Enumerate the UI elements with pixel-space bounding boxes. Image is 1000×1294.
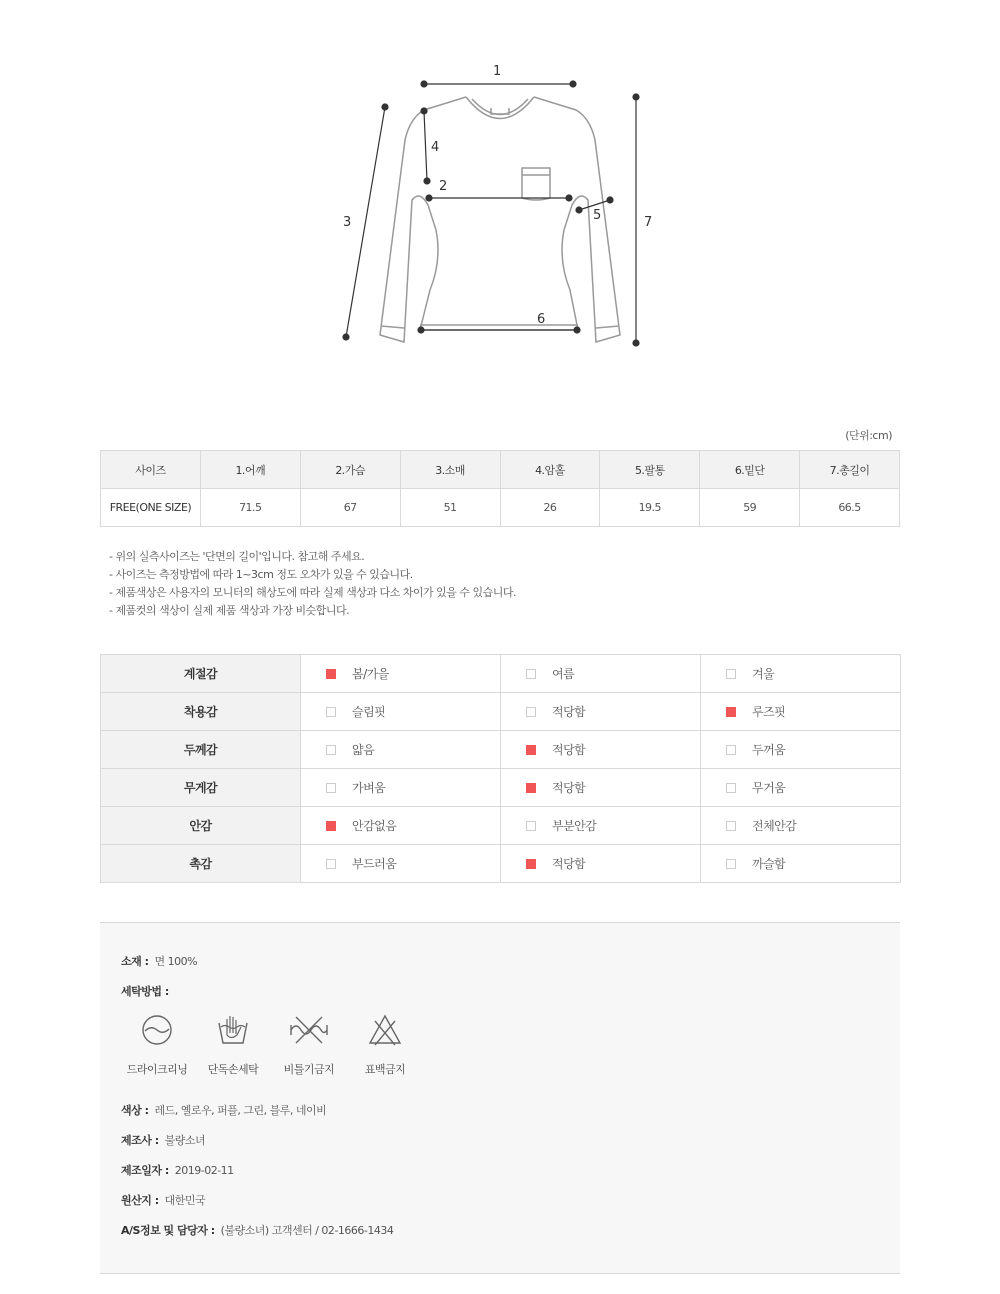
feel-option-label: 안감없음 <box>352 819 397 833</box>
wash-item-hand-wash <box>193 1013 273 1077</box>
checked-box-icon <box>526 859 536 869</box>
header-size: 사이즈 <box>101 451 201 489</box>
unchecked-box-icon <box>726 745 736 755</box>
maker-row <box>121 1132 205 1148</box>
size-table <box>100 450 900 527</box>
unchecked-box-icon <box>326 783 336 793</box>
material-row <box>121 953 197 969</box>
header-hem: 6.밑단 <box>700 451 800 489</box>
feel-option-label: 여름 <box>552 667 575 681</box>
checked-box-icon <box>326 821 336 831</box>
measurement-diagram <box>0 0 1000 400</box>
unchecked-box-icon <box>326 745 336 755</box>
feel-option-label: 적당함 <box>552 857 586 871</box>
table-row <box>101 807 901 845</box>
unchecked-box-icon <box>526 707 536 717</box>
feel-option-label: 얇음 <box>352 743 375 757</box>
as-value: (불량소녀) 고객센터 / 02-1666-1434 <box>220 1224 394 1237</box>
feel-option <box>501 807 701 845</box>
feel-option-label: 까슬함 <box>752 857 786 871</box>
feel-option-label: 두꺼움 <box>752 743 786 757</box>
feel-category-label: 착용감 <box>101 693 301 731</box>
label-total-length: 7 <box>644 215 652 230</box>
no-bleach-icon <box>367 1013 403 1047</box>
feel-option <box>701 769 901 807</box>
header-shoulder: 1.어깨 <box>200 451 300 489</box>
checked-box-icon <box>726 707 736 717</box>
wash-item-dry-clean <box>117 1013 197 1077</box>
fit-feel-table <box>100 654 901 883</box>
wash-label-hand-wash: 단독손세탁 <box>207 1063 259 1076</box>
header-armhole: 4.암홀 <box>500 451 600 489</box>
date-row <box>121 1162 234 1178</box>
note-line: - 위의 실측사이즈는 '단면의 길이'입니다. 참고해 주세요. <box>109 550 365 563</box>
garment-illustration <box>0 0 1000 400</box>
label-sleeve: 3 <box>343 215 351 230</box>
wash-label-no-wring: 비틀기금지 <box>283 1063 335 1076</box>
unchecked-box-icon <box>326 859 336 869</box>
feel-option <box>501 769 701 807</box>
table-row <box>101 489 900 527</box>
unchecked-box-icon <box>726 859 736 869</box>
feel-option <box>701 693 901 731</box>
table-row <box>101 845 901 883</box>
wash-label-dry-clean: 드라이크리닝 <box>126 1063 188 1076</box>
size-cell: 66.5 <box>800 489 900 527</box>
wash-label: 세탁방법 : <box>121 985 169 998</box>
size-cell: FREE(ONE SIZE) <box>101 489 201 527</box>
color-row <box>121 1102 326 1118</box>
table-row <box>101 655 901 693</box>
feel-option <box>301 655 501 693</box>
feel-option <box>501 845 701 883</box>
header-arm-width: 5.팔통 <box>600 451 700 489</box>
label-chest: 2 <box>439 179 447 194</box>
material-label: 소재 : <box>121 955 149 968</box>
feel-option-label: 슬림핏 <box>352 705 386 719</box>
date-label: 제조일자 : <box>121 1164 169 1177</box>
unchecked-box-icon <box>326 707 336 717</box>
product-info-panel <box>100 922 900 1274</box>
feel-option <box>301 769 501 807</box>
as-row <box>121 1222 393 1238</box>
feel-category-label: 무게감 <box>101 769 301 807</box>
feel-option-label: 무거움 <box>752 781 786 795</box>
feel-category-label: 안감 <box>101 807 301 845</box>
unchecked-box-icon <box>726 669 736 679</box>
dry-clean-icon <box>139 1013 175 1047</box>
feel-option <box>301 693 501 731</box>
feel-option-label: 가벼움 <box>352 781 386 795</box>
origin-label: 원산지 : <box>121 1194 159 1207</box>
feel-option <box>501 655 701 693</box>
label-arm-width: 5 <box>593 208 601 223</box>
note-line: - 제품색상은 사용자의 모니터의 해상도에 따라 실제 색상과 다소 차이가 있을 수 있습니다. <box>109 586 516 599</box>
origin-row <box>121 1192 205 1208</box>
feel-option <box>701 845 901 883</box>
size-cell: 26 <box>500 489 600 527</box>
unchecked-box-icon <box>526 669 536 679</box>
label-armhole: 4 <box>431 140 439 155</box>
feel-option-label: 적당함 <box>552 743 586 757</box>
maker-label: 제조사 : <box>121 1134 159 1147</box>
wash-row <box>121 983 175 999</box>
label-shoulder: 1 <box>493 64 501 79</box>
note-line: - 제품컷의 색상이 실제 제품 색상과 가장 비슷합니다. <box>109 604 350 617</box>
checked-box-icon <box>526 745 536 755</box>
as-label: A/S정보 및 담당자 : <box>121 1224 215 1237</box>
wash-label-no-bleach: 표백금지 <box>364 1063 406 1076</box>
size-cell: 59 <box>700 489 800 527</box>
feel-option-label: 부드러움 <box>352 857 397 871</box>
maker-value: 불량소녀 <box>164 1134 206 1147</box>
feel-category-label: 계절감 <box>101 655 301 693</box>
label-hem: 6 <box>537 312 545 327</box>
unit-label: (단위:cm) <box>845 429 892 442</box>
unchecked-box-icon <box>726 821 736 831</box>
size-notes <box>109 548 516 620</box>
checked-box-icon <box>326 669 336 679</box>
feel-option <box>701 731 901 769</box>
feel-option-label: 겨울 <box>752 667 775 681</box>
feel-option-label: 적당함 <box>552 781 586 795</box>
checked-box-icon <box>526 783 536 793</box>
feel-option-label: 부분안감 <box>552 819 597 833</box>
feel-option-label: 루즈핏 <box>752 705 786 719</box>
header-total-length: 7.총길이 <box>800 451 900 489</box>
feel-option <box>501 731 701 769</box>
feel-option <box>301 845 501 883</box>
feel-option <box>701 807 901 845</box>
feel-category-label: 두께감 <box>101 731 301 769</box>
size-cell: 51 <box>400 489 500 527</box>
header-sleeve: 3.소매 <box>400 451 500 489</box>
table-row <box>101 731 901 769</box>
table-row <box>101 769 901 807</box>
hand-wash-icon <box>215 1013 251 1047</box>
feel-option <box>301 731 501 769</box>
size-cell: 19.5 <box>600 489 700 527</box>
size-cell: 67 <box>300 489 400 527</box>
feel-option-label: 봄/가을 <box>352 667 389 681</box>
feel-option <box>701 655 901 693</box>
color-label: 색상 : <box>121 1104 149 1117</box>
wash-item-no-wring <box>269 1013 349 1077</box>
feel-category-label: 촉감 <box>101 845 301 883</box>
table-row <box>101 693 901 731</box>
date-value: 2019-02-11 <box>174 1164 234 1177</box>
origin-value: 대한민국 <box>164 1194 206 1207</box>
feel-option <box>301 807 501 845</box>
feel-option-label: 전체안감 <box>752 819 797 833</box>
material-value: 면 100% <box>154 955 198 968</box>
unchecked-box-icon <box>526 821 536 831</box>
unchecked-box-icon <box>726 783 736 793</box>
header-chest: 2.가슴 <box>300 451 400 489</box>
no-wring-icon <box>288 1013 330 1047</box>
feel-option-label: 적당함 <box>552 705 586 719</box>
size-cell: 71.5 <box>200 489 300 527</box>
color-value: 레드, 옐로우, 퍼플, 그린, 블루, 네이비 <box>154 1104 327 1117</box>
note-line: - 사이즈는 측정방법에 따라 1~3cm 정도 오차가 있을 수 있습니다. <box>109 568 413 581</box>
feel-option <box>501 693 701 731</box>
size-header-row <box>101 451 900 489</box>
wash-item-no-bleach <box>345 1013 425 1077</box>
